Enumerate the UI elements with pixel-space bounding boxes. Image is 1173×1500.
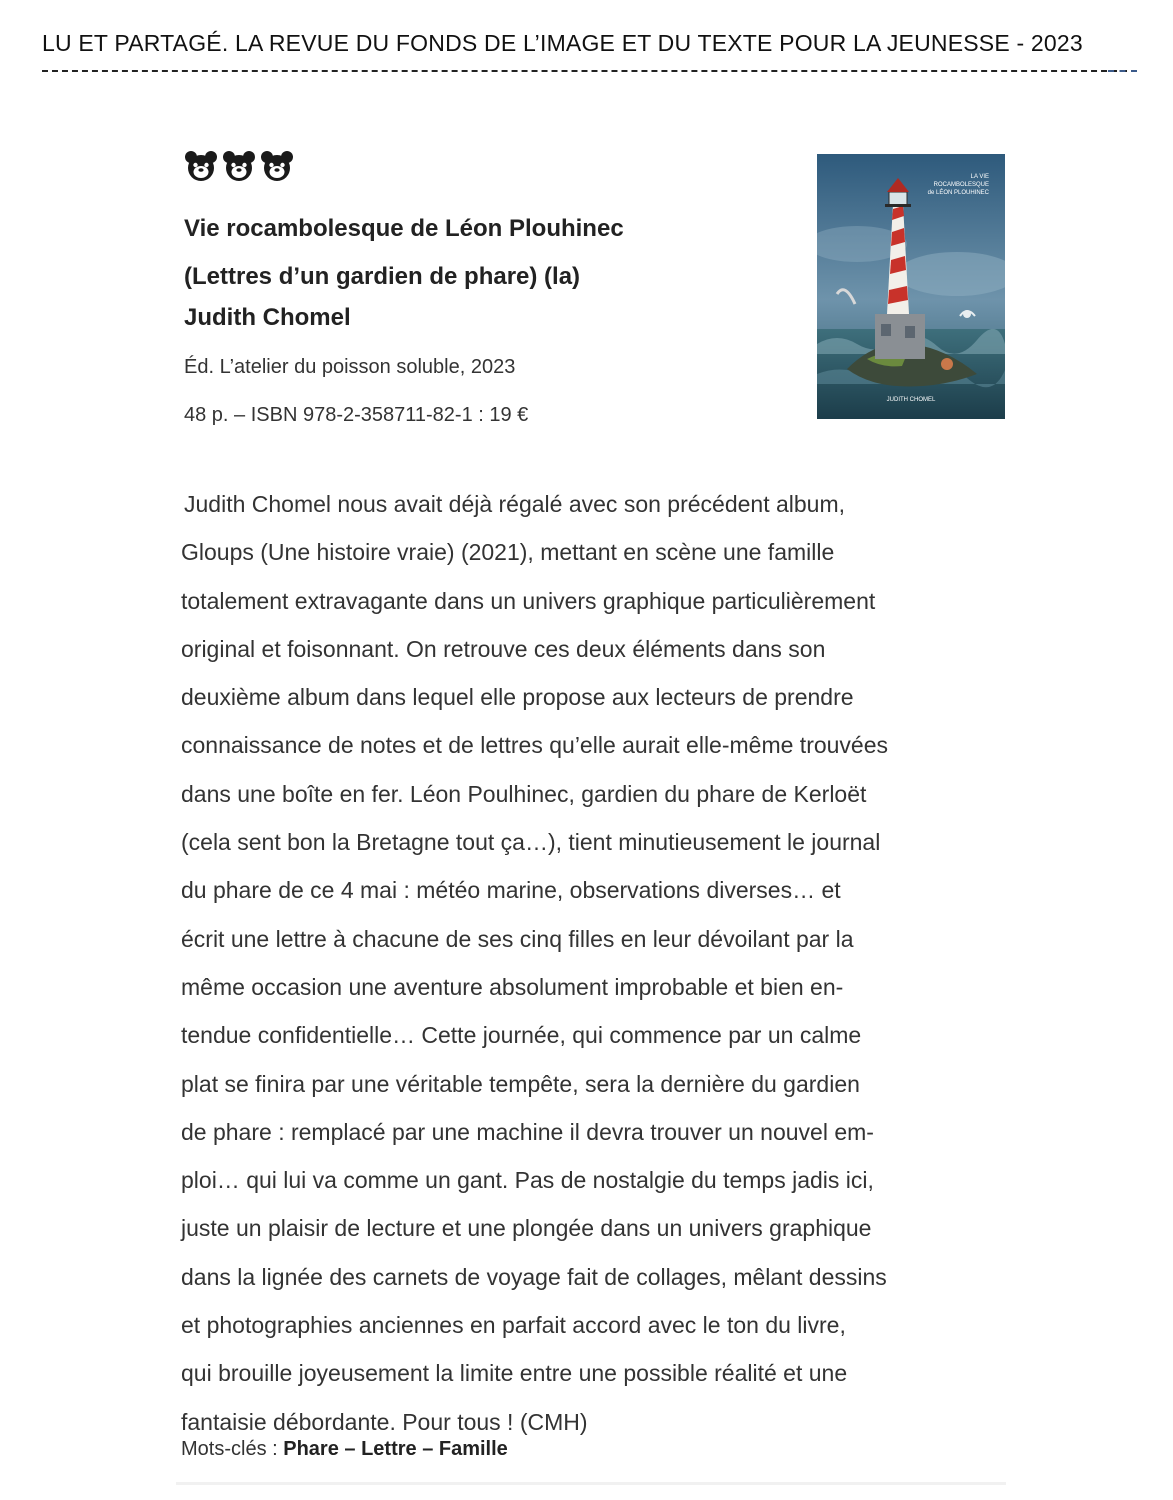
header-divider-accent — [1108, 70, 1137, 72]
bear-face-icon — [222, 150, 256, 182]
review-line: original et foisonnant. On retrouve ces deux éléments dans son — [181, 635, 826, 662]
book-title — [184, 205, 624, 301]
review-line: même occasion une aventure absolument improbable et bien en- — [181, 973, 844, 1000]
review-line: plat se finira par une véritable tempête, sera la dernière du gardien — [181, 1070, 860, 1097]
book-author: Judith Chomel — [184, 304, 351, 331]
header-divider — [42, 70, 1137, 72]
review-line: et photographies anciennes en parfait accord avec le ton du livre, — [181, 1312, 846, 1339]
keywords-label: Mots-clés : — [181, 1438, 284, 1460]
review-line: de phare : remplacé par une machine il devra trouver un nouvel em- — [181, 1118, 874, 1145]
review-line: (cela sent bon la Bretagne tout ça…), tient minutieusement le journal — [181, 829, 881, 856]
review-line: Judith Chomel nous avait déjà régalé avec son précédent album, — [184, 491, 846, 517]
cover-author: JUDITH CHOMEL — [886, 397, 936, 403]
book-details-line: 48 p. – ISBN 978-2-358711-82-1 : 19 € — [184, 404, 529, 426]
book-title-line: (Lettres d’un gardien de phare) (la) — [184, 263, 581, 290]
review-line: connaissance de notes et de lettres qu’elle aurait elle-même trouvées — [181, 732, 889, 759]
review-line: qui brouille joyeusement la limite entre une possible réalité et une — [181, 1360, 848, 1387]
review-line: deuxième album dans lequel elle propose aux lecteurs de prendre — [181, 684, 854, 711]
book-cover-illustration — [817, 154, 1005, 419]
review-line: juste un plaisir de lecture et une plongée dans un univers graphique — [181, 1215, 872, 1242]
review-line: ploi… qui lui va comme un gant. Pas de nostalgie du temps jadis ici, — [181, 1167, 874, 1194]
review-line: dans une boîte en fer. Léon Poulhinec, gardien du phare de Kerloët — [181, 780, 867, 807]
review-line: tendue confidentielle… Cette journée, qui commence par un calme — [181, 1022, 862, 1049]
book-title-line: Vie rocambolesque de Léon Plouhinec — [184, 215, 624, 242]
review-line: écrit une lettre à chacune de ses cinq filles en leur dévoilant par la — [181, 925, 854, 952]
bear-face-icon — [260, 150, 294, 182]
cover-title-line: ROCAMBOLESQUE — [933, 182, 989, 188]
review-line: totalement extravagante dans un univers graphique particulièrement — [181, 587, 876, 614]
review-line: fantaisie débordante. Pour tous ! (CMH) — [181, 1408, 588, 1435]
running-header: LU ET PARTAGÉ. LA REVUE DU FONDS DE L’IMAGE ET DU TEXTE POUR LA JEUNESSE - 2023 — [42, 30, 1083, 56]
keywords-value: Phare – Lettre – Famille — [283, 1438, 508, 1460]
book-cover — [817, 154, 1005, 419]
review-line: du phare de ce 4 mai : météo marine, observations diverses… et — [181, 877, 841, 904]
rating — [184, 150, 294, 182]
publisher-line: Éd. L’atelier du poisson soluble, 2023 — [184, 356, 516, 378]
review-text — [181, 480, 1011, 1446]
keywords — [181, 1438, 508, 1461]
review-line: Gloups (Une histoire vraie) (2021), mettant en scène une famille — [181, 539, 835, 566]
review-line: dans la lignée des carnets de voyage fait de collages, mêlant dessins — [181, 1263, 887, 1290]
cover-title-line: de LÉON PLOUHINEC — [927, 190, 989, 196]
bear-face-icon — [184, 150, 218, 182]
cover-title-line: LA VIE — [970, 174, 989, 180]
